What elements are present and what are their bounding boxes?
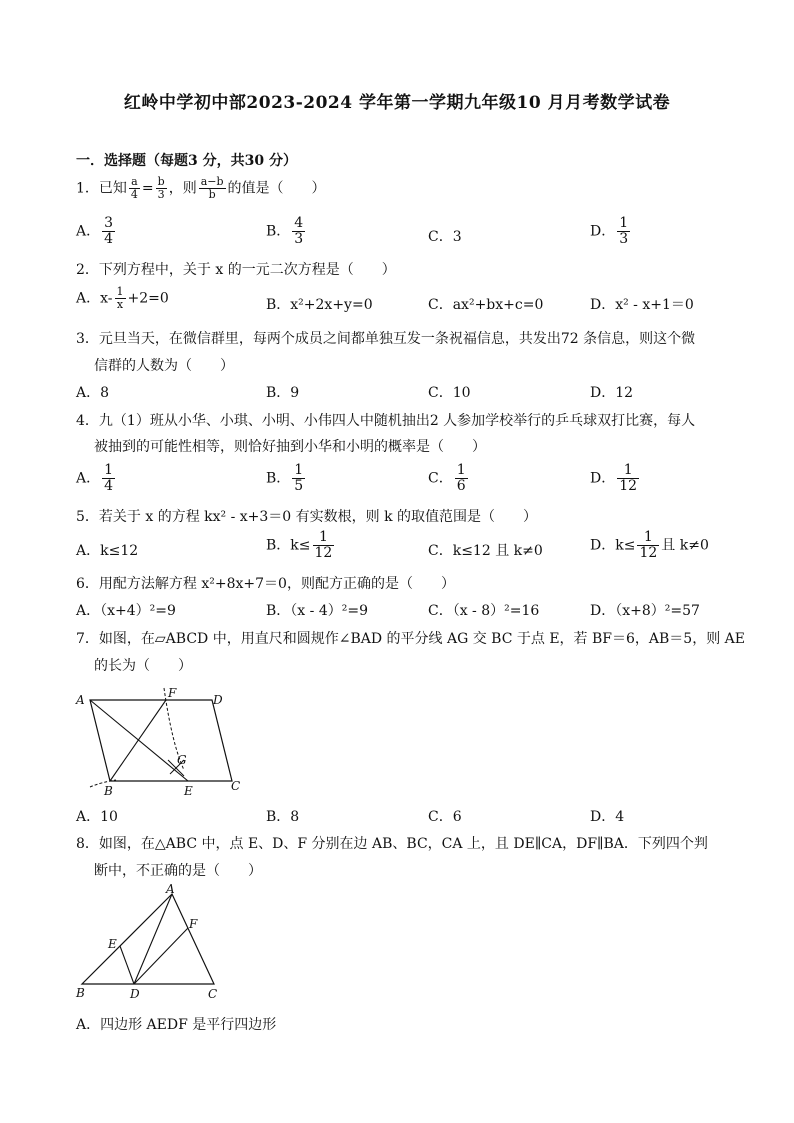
q1-prefix: 1．已知 xyxy=(76,180,127,197)
segment-de xyxy=(120,946,134,984)
exam-title: 红岭中学初中部2023-2024 学年第一学期九年级10 月月考数学试卷 xyxy=(123,93,671,113)
label-c: C xyxy=(208,987,218,1001)
question-5: 5．若关于 x 的方程 kx² - x+3＝0 有实数根，则 k 的取值范围是（ ） xyxy=(76,509,538,525)
q3-option-a[interactable]: A．8 xyxy=(76,385,110,401)
q4-option-c[interactable]: C． $\frac{1}{6}$ xyxy=(428,462,466,494)
q3-option-c[interactable]: C．10 xyxy=(428,385,471,401)
segment-bf xyxy=(110,700,166,781)
q3-option-b[interactable]: B．9 xyxy=(266,385,300,401)
q3-option-d[interactable]: D．12 xyxy=(590,385,634,401)
q1-option-a[interactable]: A． $\frac{3}{4}$ xyxy=(76,215,114,247)
q6-option-b[interactable]: B．（x - 4）²=9 xyxy=(266,603,368,619)
question-7-line-2: 的长为（ ） xyxy=(94,658,192,674)
q1-option-c[interactable]: C．3 xyxy=(428,229,462,245)
q2-option-c[interactable]: C．ax²+bx+c=0 xyxy=(428,297,544,313)
label-e: E xyxy=(108,937,117,951)
label-d: D xyxy=(213,693,223,707)
question-6: 6．用配方法解方程 x²+8x+7＝0，则配方正确的是（ ） xyxy=(76,576,455,592)
triangle-abc xyxy=(82,894,214,984)
q4-option-a[interactable]: A． $\frac{1}{4}$ xyxy=(76,462,114,494)
label-f: F xyxy=(189,917,198,931)
fraction-b-over-3: $\frac{b}{3}$ xyxy=(157,175,165,201)
q1-option-d[interactable]: D． $\frac{1}{3}$ xyxy=(590,215,629,247)
parallelogram-abcd xyxy=(90,700,232,781)
label-d: D xyxy=(130,987,140,1001)
question-4-line-1: 4．九（1）班从小华、小琪、小明、小伟四人中随机抽出2 人参加学校举行的乒乓球双打比赛，每人 xyxy=(76,413,696,429)
question-3-line-1: 3．元旦当天，在微信群里，每两个成员之间都单独互发一条祝福信息，共发出72 条信息，则这个微 xyxy=(76,331,696,347)
label-a: A xyxy=(166,882,175,896)
q2-option-a[interactable]: A．x- $\frac{1}{x}$ +2=0 xyxy=(76,285,169,311)
question-8-line-1: 8．如图，在△ABC 中，点 E、D、F 分别在边 AB、BC，CA 上，且 DE∥CA，DF∥BA．下列四个判 xyxy=(76,836,708,852)
segment-ad xyxy=(134,894,172,984)
label-b: B xyxy=(76,986,85,1000)
q7-option-d[interactable]: D．4 xyxy=(590,809,625,825)
q5-option-c[interactable]: C．k≤12 且 k≠0 xyxy=(428,543,543,559)
q2-option-d[interactable]: D．x² - x+1＝0 xyxy=(590,297,694,313)
q7-option-c[interactable]: C．6 xyxy=(428,809,462,825)
fraction-a-minus-b-over-b: $\frac{a-b}{b}$ xyxy=(200,175,224,201)
label-g: G xyxy=(177,753,187,767)
question-7-line-1: 7．如图，在▱ABCD 中，用直尺和圆规作∠BAD 的平分线 AG 交 BC 于点 E，若 BF＝6，AB＝5，则 AE xyxy=(76,631,745,647)
bisector-ae xyxy=(90,700,188,781)
question-8-line-2: 断中，不正确的是（ ） xyxy=(94,863,262,879)
fraction-a-over-4: $\frac{a}{4}$ xyxy=(130,175,138,201)
label-a: A xyxy=(76,693,85,707)
q6-option-a[interactable]: A．（x+4）²=9 xyxy=(76,603,176,619)
question-4-line-2: 被抽到的可能性相等，则恰好抽到小华和小明的概率是（ ） xyxy=(94,439,486,455)
q5-option-b[interactable]: B．k≤ $\frac{1}{12}$ xyxy=(266,529,333,561)
q1-option-b[interactable]: B． $\frac{4}{3}$ xyxy=(266,215,304,247)
q7-option-a[interactable]: A．10 xyxy=(76,809,118,825)
label-b: B xyxy=(104,784,113,798)
q5-option-a[interactable]: A．k≤12 xyxy=(76,543,139,559)
q7-option-b[interactable]: B．8 xyxy=(266,809,300,825)
section-heading: 一．选择题（每题3 分，共30 分） xyxy=(76,153,297,169)
label-e: E xyxy=(184,784,193,798)
label-c: C xyxy=(231,779,241,793)
q4-option-d[interactable]: D． $\frac{1}{12}$ xyxy=(590,462,638,494)
q4-option-b[interactable]: B． $\frac{1}{5}$ xyxy=(266,462,304,494)
parallelogram-diagram xyxy=(72,684,252,800)
q8-option-a[interactable]: A．四边形 AEDF 是平行四边形 xyxy=(76,1017,277,1033)
question-2: 2．下列方程中，关于 x 的一元二次方程是（ ） xyxy=(76,262,396,278)
segment-df xyxy=(134,928,188,984)
q6-option-d[interactable]: D．（x+8）²=57 xyxy=(590,603,700,619)
q6-option-c[interactable]: C．（x - 8）²=16 xyxy=(428,603,540,619)
triangle-diagram xyxy=(72,882,232,1004)
question-1: 1．已知 $\frac{a}{4}$ = $\frac{b}{3}$ ，则 $\frac{a-b}{b}$ 的值是（ ） xyxy=(76,175,326,201)
q5-option-d[interactable]: D．k≤ $\frac{1}{12}$ 且 k≠0 xyxy=(590,529,709,561)
label-f: F xyxy=(168,686,177,700)
q2-option-b[interactable]: B．x²+2x+y=0 xyxy=(266,297,373,313)
question-3-line-2: 信群的人数为（ ） xyxy=(94,358,234,374)
